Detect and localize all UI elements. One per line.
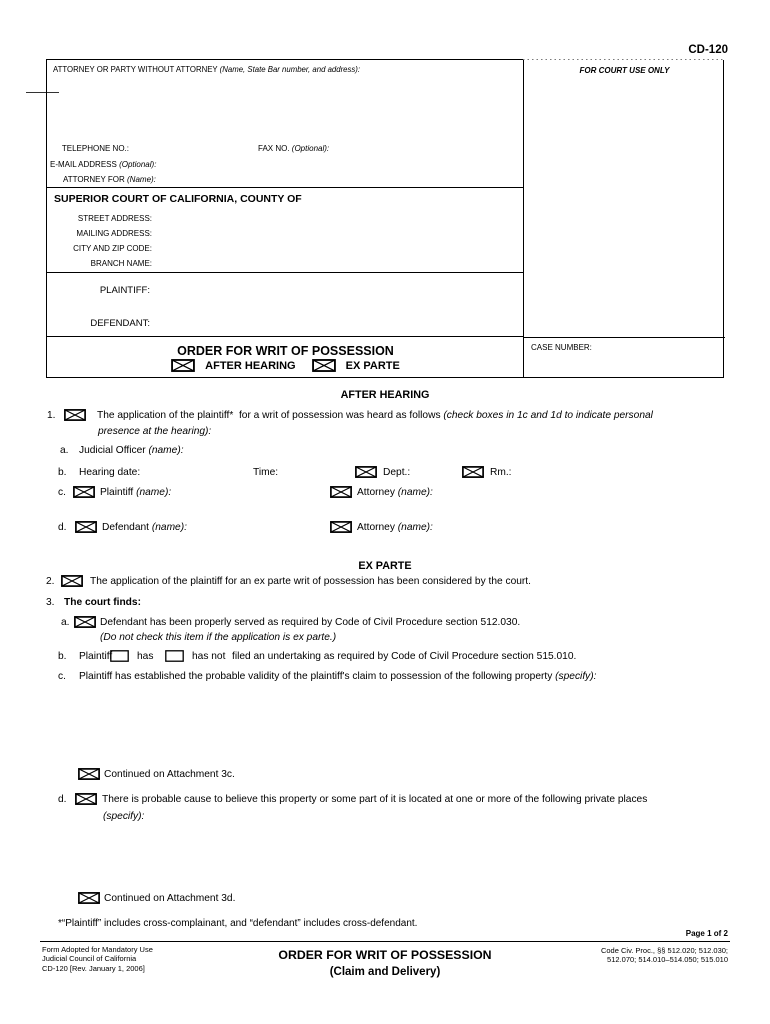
- item-3: [0, 597, 770, 612]
- footer-left-line: Form Adopted for Mandatory Use: [42, 945, 153, 954]
- item-3b-plaintiff: Plaintiff: [79, 651, 113, 662]
- places-specify-field[interactable]: [100, 828, 715, 886]
- plaintiff-label: PLAINTIFF:: [99, 285, 150, 296]
- item-3c: [0, 671, 770, 686]
- item-1a: [0, 445, 770, 460]
- checkbox-1b-rm[interactable]: [462, 466, 484, 478]
- item-1b: [0, 467, 770, 482]
- attorney-section: [47, 60, 524, 188]
- item-3a-note-text: (Do not check this item if the application is ex parte.): [100, 632, 337, 643]
- ex-parte-option-label: EX PARTE: [345, 359, 400, 372]
- defendant-label: DEFENDANT:: [90, 318, 150, 329]
- checkbox-title-ex-parte[interactable]: [312, 359, 336, 372]
- dept-label: Dept.:: [383, 467, 411, 478]
- branch-name-label: BRANCH NAME:: [90, 259, 152, 268]
- case-number-section: [524, 337, 725, 378]
- checkbox-item1[interactable]: [64, 409, 86, 421]
- footer-rule: [40, 941, 730, 942]
- form-title-options: [47, 359, 524, 372]
- item-3a-note: [0, 632, 770, 647]
- mailing-address-label: MAILING ADDRESS:: [76, 229, 152, 238]
- property-specify-field[interactable]: [95, 690, 715, 762]
- item-1-text-line2: presence at the hearing):: [98, 426, 212, 437]
- item-number: 3.: [46, 597, 55, 608]
- checkbox-1b-dept[interactable]: [355, 466, 377, 478]
- item-3b: [0, 651, 770, 666]
- form-number: CD-120: [688, 44, 728, 56]
- checkbox-3b-has-not[interactable]: [165, 650, 184, 662]
- item-1: [0, 410, 770, 425]
- checkbox-item2[interactable]: [61, 575, 83, 587]
- attorney-for-label: ATTORNEY FOR (Name):: [63, 175, 156, 184]
- plaintiff-name-label: Plaintiff (name):: [100, 487, 172, 498]
- court-title: SUPERIOR COURT OF CALIFORNIA, COUNTY OF: [54, 193, 302, 205]
- caption-box: [46, 60, 724, 378]
- item-3b-text: filed an undertaking as required by Code of Civil Procedure section 515.010.: [232, 651, 577, 662]
- continued-3d-label: Continued on Attachment 3d.: [104, 893, 236, 904]
- city-zip-label: CITY AND ZIP CODE:: [73, 244, 152, 253]
- item-1d: [0, 522, 770, 537]
- item-3d: [0, 794, 770, 809]
- item-3b-has-label: has: [137, 651, 154, 662]
- attorney-info-field[interactable]: [53, 88, 513, 138]
- time-label: Time:: [253, 467, 279, 478]
- judicial-officer-label: Judicial Officer (name):: [79, 445, 184, 456]
- footer-left-line: CD-120 [Rev. January 1, 2006]: [42, 963, 145, 973]
- item-letter: c.: [58, 671, 66, 682]
- item-letter: b.: [58, 467, 67, 478]
- case-number-field[interactable]: [531, 354, 717, 374]
- item-3c-continued: [0, 769, 770, 784]
- checkbox-3d-continued[interactable]: [78, 892, 100, 904]
- item-3a-text: Defendant has been properly served as required by Code of Civil Procedure section 512.030.: [100, 617, 521, 628]
- footer-right-line: Code Civ. Proc., §§ 512.020; 512.030;: [600, 946, 728, 955]
- continued-3c-label: Continued on Attachment 3c.: [104, 769, 235, 780]
- item-letter: b.: [58, 651, 67, 662]
- item-letter: a.: [61, 617, 70, 628]
- footer-title: ORDER FOR WRIT OF POSSESSION: [278, 948, 492, 962]
- footer-subtitle: (Claim and Delivery): [329, 966, 441, 978]
- telephone-label: TELEPHONE NO.:: [61, 144, 129, 153]
- court-use-section: [524, 60, 725, 337]
- defendant-name-label: Defendant (name):: [102, 522, 187, 533]
- checkbox-3a[interactable]: [74, 616, 96, 628]
- court-use-label: FOR COURT USE ONLY: [579, 66, 670, 75]
- item-number: 2.: [46, 576, 55, 587]
- item-3-text: The court finds:: [64, 597, 141, 608]
- rm-label: Rm.:: [490, 467, 512, 478]
- item-3d-text: There is probable cause to believe this property or some part of it is located at one or more of the following private places: [102, 794, 648, 805]
- court-section: [47, 188, 524, 273]
- item-1c: [0, 487, 770, 502]
- item-3d-attachment: [0, 893, 770, 908]
- item-3d-specify: (specify):: [103, 811, 145, 822]
- page-indicator: Page 1 of 2: [685, 929, 728, 938]
- item-1-text: The application of the plaintiff* for a writ of possession was heard as follows (check boxes in 1c and 1d to indicate personal: [97, 410, 653, 421]
- item-1-continued: [0, 426, 770, 441]
- item-number: 1.: [47, 410, 56, 421]
- footer-left-line: Judicial Council of California: [42, 954, 137, 964]
- attorney-label: ATTORNEY OR PARTY WITHOUT ATTORNEY (Name, State Bar number, and address):: [53, 65, 361, 74]
- checkbox-1d-defendant[interactable]: [75, 521, 97, 533]
- fax-label: FAX NO. (Optional):: [258, 144, 330, 153]
- checkbox-1d-attorney[interactable]: [330, 521, 352, 533]
- form-title: ORDER FOR WRIT OF POSSESSION: [177, 344, 394, 358]
- attorney-name-label: Attorney (name):: [357, 487, 433, 498]
- footnote: *“Plaintiff” includes cross-complainant, and “defendant” includes cross-defendant.: [58, 918, 418, 929]
- item-2: [0, 576, 770, 591]
- checkbox-3d[interactable]: [75, 793, 97, 805]
- checkbox-1c-attorney[interactable]: [330, 486, 352, 498]
- ex-parte-heading: EX PARTE: [358, 560, 412, 572]
- street-address-label: STREET ADDRESS:: [77, 214, 152, 223]
- item-letter: d.: [58, 522, 67, 533]
- item-3b-has-not-label: has not: [192, 651, 226, 662]
- footer-right: [601, 946, 728, 965]
- item-letter: a.: [60, 445, 69, 456]
- item-2-text: The application of the plaintiff for an ex parte writ of possession has been considered by the court.: [90, 576, 531, 587]
- checkbox-title-after-hearing[interactable]: [171, 359, 195, 372]
- form-title-section: [47, 337, 524, 378]
- after-hearing-option-label: AFTER HEARING: [205, 359, 296, 372]
- judicial-officer-field[interactable]: [165, 445, 505, 458]
- checkbox-1c-plaintiff[interactable]: [73, 486, 95, 498]
- attorney-name-label: Attorney (name):: [357, 522, 433, 533]
- after-hearing-heading: AFTER HEARING: [340, 389, 430, 401]
- item-3a: [0, 617, 770, 632]
- checkbox-3b-has[interactable]: [110, 650, 129, 662]
- item-3d-continued-line: [0, 811, 770, 826]
- checkbox-3c-continued[interactable]: [78, 768, 100, 780]
- hearing-date-label: Hearing date:: [79, 467, 141, 478]
- case-number-label: CASE NUMBER:: [531, 343, 592, 352]
- parties-section: [47, 273, 524, 337]
- item-3c-text: Plaintiff has established the probable validity of the plaintiff's claim to possession of the following property (specify):: [79, 671, 597, 682]
- email-label: E-MAIL ADDRESS (Optional):: [50, 160, 157, 169]
- footer-right-line: 512.070; 514.010–514.050; 515.010: [607, 955, 728, 965]
- item-letter: d.: [58, 794, 67, 805]
- item-letter: c.: [58, 487, 66, 498]
